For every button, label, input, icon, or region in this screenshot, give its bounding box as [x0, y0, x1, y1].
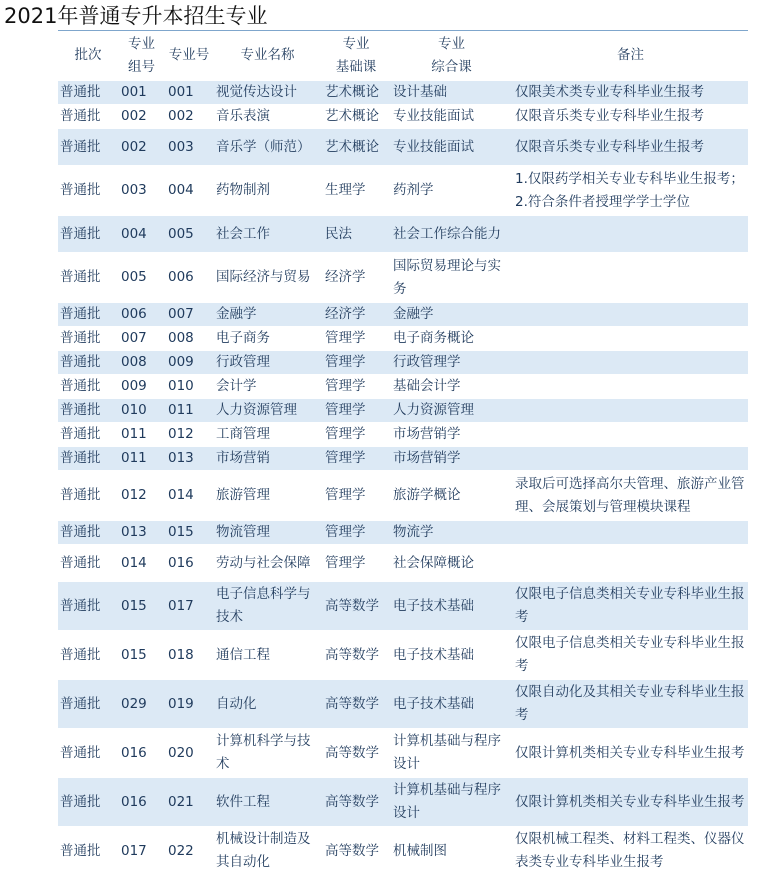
table-row	[58, 680, 748, 729]
cell-code: 011	[165, 399, 213, 423]
cell-name: 物流管理	[213, 521, 322, 545]
cell-basic-course: 管理学	[325, 378, 366, 394]
cell-group: 008	[118, 351, 165, 375]
cell-batch: 普通批	[58, 129, 118, 166]
cell-batch: 普通批	[60, 744, 101, 761]
cell-note: 仅限美术类专业专科毕业生报考	[513, 81, 748, 105]
cell-name: 工商管理	[216, 426, 270, 442]
cell-basic-course: 管理学	[322, 351, 390, 375]
cell-comprehensive-course: 药剂学	[393, 182, 434, 198]
cell-basic-course: 管理学	[325, 487, 366, 503]
cell-note	[513, 447, 748, 471]
cell-note	[513, 521, 748, 545]
cell-group: 006	[118, 303, 165, 327]
cell-basic-course: 艺术概论	[325, 108, 379, 124]
cell-code: 007	[165, 303, 213, 327]
cell-batch: 普通批	[58, 399, 118, 423]
cell-code: 021	[165, 778, 213, 827]
cell-note	[513, 423, 748, 447]
cell-code: 012	[168, 426, 194, 442]
cell-batch: 普通批	[58, 351, 118, 375]
cell-batch: 普通批	[58, 81, 118, 105]
header-basic-course: 专业 基础课	[322, 31, 390, 81]
cell-comprehensive-course: 社会保障概论	[393, 554, 474, 571]
cell-name: 行政管理	[213, 351, 322, 375]
cell-group: 005	[121, 269, 147, 285]
cell-basic-course: 高等数学	[325, 744, 379, 761]
cell-code: 004	[168, 182, 194, 198]
cell-group: 016	[118, 778, 165, 827]
cell-basic-course: 高等数学	[325, 646, 379, 663]
cell-name: 劳动与社会保障	[216, 554, 311, 571]
cell-basic-course: 高等数学	[322, 680, 390, 729]
cell-group: 029	[118, 680, 165, 729]
cell-name: 会计学	[216, 378, 257, 394]
table-row	[58, 81, 748, 105]
cell-code: 019	[165, 680, 213, 729]
cell-group: 010	[118, 399, 165, 423]
table-row	[58, 471, 748, 521]
cell-note: 仅限机械工程类、材料工程类、仪器仪表类专业专科毕业生报考	[515, 831, 745, 871]
cell-note: 仅限音乐类专业专科毕业生报考	[515, 108, 704, 124]
cell-group: 011	[121, 426, 147, 442]
cell-batch: 普通批	[60, 426, 101, 442]
cell-note	[513, 253, 748, 303]
cell-group: 013	[118, 521, 165, 545]
cell-group: 004	[118, 216, 165, 253]
cell-basic-course: 生理学	[325, 182, 366, 198]
table-row	[58, 253, 748, 303]
cell-group: 015	[118, 582, 165, 631]
cell-group: 009	[121, 378, 147, 394]
cell-batch: 普通批	[58, 447, 118, 471]
cell-batch: 普通批	[58, 680, 118, 729]
cell-name: 视觉传达设计	[213, 81, 322, 105]
cell-comprehensive-course: 电子商务概论	[393, 330, 474, 346]
table-row	[58, 303, 748, 327]
cell-comprehensive-course: 基础会计学	[393, 378, 461, 394]
cell-basic-course: 艺术概论	[322, 81, 390, 105]
cell-basic-course: 民法	[322, 216, 390, 253]
cell-code: 008	[168, 330, 194, 346]
cell-name: 药物制剂	[216, 182, 270, 198]
cell-code: 017	[165, 582, 213, 631]
cell-code: 005	[165, 216, 213, 253]
cell-group: 011	[118, 447, 165, 471]
cell-group: 014	[121, 554, 147, 571]
cell-code: 015	[165, 521, 213, 545]
cell-name: 机械设计制造及其自动化	[216, 831, 311, 871]
cell-name: 音乐表演	[216, 108, 270, 124]
table-row	[58, 545, 748, 582]
cell-note: 仅限音乐类专业专科毕业生报考	[513, 129, 748, 166]
cell-comprehensive-course: 国际贸易理论与实务	[393, 257, 501, 297]
table-body	[58, 81, 748, 876]
cell-code: 013	[165, 447, 213, 471]
cell-batch: 普通批	[58, 778, 118, 827]
cell-comprehensive-course: 社会工作综合能力	[390, 216, 513, 253]
cell-name: 旅游管理	[216, 487, 270, 503]
table-row	[58, 327, 748, 351]
cell-comprehensive-course: 专业技能面试	[390, 129, 513, 166]
cell-code: 010	[168, 378, 194, 394]
cell-basic-course: 管理学	[322, 521, 390, 545]
table-row	[58, 166, 748, 216]
table-row	[58, 399, 748, 423]
cell-batch: 普通批	[60, 330, 101, 346]
cell-name: 金融学	[213, 303, 322, 327]
cell-batch: 普通批	[60, 842, 101, 859]
cell-name: 计算机科学与技术	[216, 733, 311, 772]
cell-comprehensive-course: 机械制图	[393, 842, 447, 859]
cell-code: 022	[168, 842, 194, 859]
cell-name: 电子商务	[216, 330, 270, 346]
cell-basic-course: 经济学	[322, 303, 390, 327]
cell-group: 016	[121, 744, 147, 761]
cell-basic-course: 艺术概论	[322, 129, 390, 166]
cell-comprehensive-course: 市场营销学	[390, 447, 513, 471]
header-code: 专业号	[165, 31, 213, 81]
cell-comprehensive-course: 人力资源管理	[390, 399, 513, 423]
cell-note	[513, 303, 748, 327]
cell-note: 仅限电子信息类相关专业专科毕业生报考	[513, 582, 748, 631]
cell-batch: 普通批	[60, 108, 101, 124]
cell-batch: 普通批	[60, 378, 101, 394]
cell-comprehensive-course: 物流学	[390, 521, 513, 545]
table-row	[58, 216, 748, 253]
cell-name: 市场营销	[213, 447, 322, 471]
cell-name: 社会工作	[213, 216, 322, 253]
cell-name: 软件工程	[213, 778, 322, 827]
cell-code: 014	[168, 487, 194, 503]
cell-comprehensive-course: 行政管理学	[390, 351, 513, 375]
cell-batch: 普通批	[58, 582, 118, 631]
table-row	[58, 778, 748, 827]
cell-batch: 普通批	[60, 487, 101, 503]
cell-note	[513, 545, 748, 582]
header-comprehensive-course: 专业 综合课	[390, 31, 513, 81]
cell-note: 仅限自动化及其相关专业专科毕业生报考	[513, 680, 748, 729]
cell-name: 电子信息科学与技术	[213, 582, 322, 631]
majors-table-container	[58, 30, 748, 876]
cell-basic-course: 高等数学	[322, 582, 390, 631]
header-name: 专业名称	[213, 31, 322, 81]
cell-code: 016	[168, 554, 194, 571]
table-row	[58, 351, 748, 375]
table-row	[58, 521, 748, 545]
cell-note: 1.仅限药学相关专业专科毕业生报考；2.符合条件者授理学学士学位	[515, 170, 744, 210]
cell-note: 仅限电子信息类相关专业专科毕业生报考	[515, 635, 745, 674]
cell-comprehensive-course: 市场营销学	[393, 426, 461, 442]
cell-basic-course: 管理学	[325, 554, 366, 571]
table-row	[58, 827, 748, 876]
cell-note	[513, 375, 748, 399]
cell-group: 015	[121, 646, 147, 663]
cell-group: 002	[121, 108, 147, 124]
page-title: 2021年普通专升本招生专业	[4, 4, 268, 28]
cell-name: 音乐学（师范）	[213, 129, 322, 166]
cell-basic-course: 管理学	[325, 330, 366, 346]
cell-note: 录取后可选择高尔夫管理、旅游产业管理、会展策划与管理模块课程	[515, 475, 745, 515]
cell-batch: 普通批	[60, 554, 101, 571]
cell-group: 002	[118, 129, 165, 166]
cell-comprehensive-course: 专业技能面试	[393, 108, 474, 124]
table-row	[58, 129, 748, 166]
cell-name: 自动化	[213, 680, 322, 729]
table-row	[58, 582, 748, 631]
cell-basic-course: 高等数学	[325, 842, 379, 859]
cell-group: 003	[121, 182, 147, 198]
cell-basic-course: 高等数学	[322, 778, 390, 827]
cell-note	[513, 351, 748, 375]
cell-comprehensive-course: 旅游学概论	[393, 487, 461, 503]
cell-batch: 普通批	[58, 521, 118, 545]
cell-batch: 普通批	[58, 216, 118, 253]
cell-note	[513, 216, 748, 253]
cell-comprehensive-course: 计算机基础与程序设计	[390, 778, 513, 827]
header-batch: 批次	[58, 31, 118, 81]
cell-code: 003	[165, 129, 213, 166]
cell-note	[513, 399, 748, 423]
cell-code: 018	[168, 646, 194, 663]
cell-note: 仅限计算机类相关专业专科毕业生报考	[513, 778, 748, 827]
cell-comprehensive-course: 电子技术基础	[390, 680, 513, 729]
cell-comprehensive-course: 电子技术基础	[390, 582, 513, 631]
cell-comprehensive-course: 金融学	[390, 303, 513, 327]
header-group: 专业 组号	[118, 31, 165, 81]
header-note: 备注	[513, 31, 748, 81]
cell-note: 仅限计算机类相关专业专科毕业生报考	[515, 744, 745, 761]
cell-note	[513, 327, 748, 351]
cell-basic-course: 经济学	[325, 269, 366, 285]
table-row	[58, 729, 748, 778]
table-header	[58, 31, 748, 81]
cell-batch: 普通批	[60, 182, 101, 198]
cell-batch: 普通批	[60, 269, 101, 285]
cell-batch: 普通批	[60, 646, 101, 663]
table-row	[58, 447, 748, 471]
cell-comprehensive-course: 设计基础	[390, 81, 513, 105]
majors-table	[58, 30, 748, 876]
cell-group: 007	[121, 330, 147, 346]
cell-basic-course: 管理学	[322, 399, 390, 423]
cell-group: 017	[121, 842, 147, 859]
cell-code: 001	[165, 81, 213, 105]
cell-code: 002	[168, 108, 194, 124]
cell-batch: 普通批	[58, 303, 118, 327]
cell-name: 国际经济与贸易	[216, 269, 311, 285]
cell-comprehensive-course: 计算机基础与程序设计	[393, 733, 501, 772]
cell-code: 006	[168, 269, 194, 285]
cell-comprehensive-course: 电子技术基础	[393, 646, 474, 663]
cell-code: 020	[168, 744, 194, 761]
cell-name: 人力资源管理	[213, 399, 322, 423]
table-row	[58, 423, 748, 447]
table-row	[58, 375, 748, 399]
table-row	[58, 105, 748, 129]
cell-basic-course: 管理学	[322, 447, 390, 471]
cell-group: 001	[118, 81, 165, 105]
cell-basic-course: 管理学	[325, 426, 366, 442]
cell-code: 009	[165, 351, 213, 375]
cell-name: 通信工程	[216, 646, 270, 663]
table-row	[58, 631, 748, 680]
cell-group: 012	[121, 487, 147, 503]
